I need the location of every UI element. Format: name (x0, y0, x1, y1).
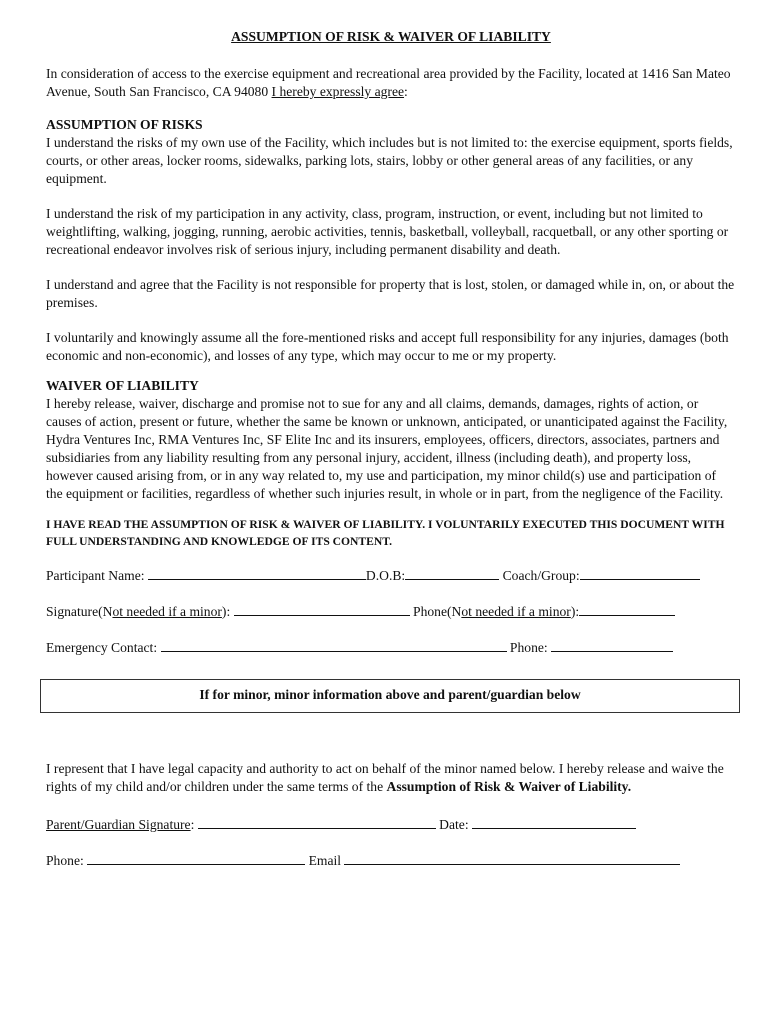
signature-label-suffix: ): (221, 604, 234, 619)
dob-field[interactable] (405, 566, 499, 580)
assumption-paragraph-3: I understand and agree that the Facility is not responsible for property that is lost, stolen, or damaged while in, on, or about the premises. (46, 277, 735, 310)
coach-group-label: Coach/Group: (499, 568, 580, 583)
signature-line (46, 602, 736, 621)
guardian-signature-line (46, 815, 736, 834)
intro-paragraph (46, 65, 736, 101)
representation-bold: Assumption of Risk & Waiver of Liability. (386, 779, 632, 794)
signature-label-note: ot needed if a minor (112, 604, 222, 619)
phone-label-prefix: Phone(N (409, 604, 462, 619)
participant-name-field[interactable] (148, 566, 366, 580)
phone-label-suffix: ): (570, 604, 580, 619)
representation-text: I represent that I have legal capacity and authority to act on behalf of the minor named below. I hereby release and waive the rights of my child and/or children under the same terms of the (46, 761, 724, 794)
guardian-email-label: Email (305, 853, 345, 868)
minor-info-box: If for minor, minor information above and parent/guardian below (40, 679, 740, 713)
guardian-email-field[interactable] (344, 851, 680, 865)
intro-agree: I hereby expressly agree (271, 84, 405, 99)
signature-label-prefix: Signature(N (46, 604, 113, 619)
waiver-heading: WAIVER OF LIABILITY (46, 378, 199, 393)
assumption-heading: ASSUMPTION OF RISKS (46, 117, 203, 132)
phone-field[interactable] (579, 602, 675, 616)
coach-group-field[interactable] (580, 566, 700, 580)
guardian-signature-field[interactable] (198, 815, 436, 829)
phone-label-note: ot needed if a minor (461, 604, 571, 619)
assumption-paragraph-1: I understand the risks of my own use of the Facility, which includes but is not limited to: the exercise equipment, sports fields, courts, or other areas, locker rooms, sidewalks, parking lots, stairs, lobby or other general areas of any facilities, or any equipment. (46, 135, 733, 186)
guardian-date-label: Date: (435, 817, 473, 832)
assumption-paragraph-4: I voluntarily and knowingly assume all the fore-mentioned risks and accept full responsibility for any injuries, damages (both economic and non-economic), and losses of any type, which may occur to me or my property. (46, 330, 729, 363)
guardian-signature-colon: : (190, 817, 198, 832)
emergency-phone-label: Phone: (506, 640, 552, 655)
intro-colon: : (404, 84, 408, 99)
participant-name-label: Participant Name: (46, 568, 148, 583)
emergency-contact-label: Emergency Contact: (46, 640, 161, 655)
dob-label: D.O.B: (365, 568, 406, 583)
guardian-signature-label: Parent/Guardian Signature (46, 817, 191, 832)
waiver-document (46, 28, 736, 887)
intro-text: In consideration of access to the exercise equipment and recreational area provided by the Facility, located at 1416 San Mateo Avenue, South San Francisco, CA 94080 (46, 66, 731, 99)
emergency-contact-field[interactable] (161, 638, 507, 652)
participant-line (46, 566, 736, 585)
guardian-date-field[interactable] (472, 815, 636, 829)
guardian-phone-label: Phone: (46, 853, 88, 868)
guardian-phone-field[interactable] (87, 851, 305, 865)
emergency-phone-field[interactable] (551, 638, 673, 652)
guardian-contact-line (46, 851, 736, 870)
assumption-paragraph-2: I understand the risk of my participation in any activity, class, program, instruction, or event, including but not limited to weightlifting, walking, jogging, running, aerobic activities, tennis, basketball, volleyball, racquetball, or any other sporting or recreational endeavor involves risk of serious injury, including permanent disability and death. (46, 206, 729, 257)
representation-paragraph (46, 760, 736, 796)
acknowledgement-statement: I HAVE READ THE ASSUMPTION OF RISK & WAIVER OF LIABILITY. I VOLUNTARILY EXECUTED THIS DOCUMENT WITH FULL UNDERSTANDING AND KNOWLEDGE OF ITS CONTENT. (46, 518, 725, 548)
signature-field[interactable] (234, 602, 410, 616)
document-title: ASSUMPTION OF RISK & WAIVER OF LIABILITY (231, 29, 551, 44)
waiver-paragraph: I hereby release, waiver, discharge and promise not to sue for any and all claims, demands, damages, rights of action, or causes of action, present or future, whether the same be known or unknown, anticipated, or unanticipated against the Facility, Hydra Ventures Inc, RMA Ventures Inc, SF Elite Inc and its insurers, employees, officers, directors, associates, partners and subsidiaries from any liability resulting from any personal injury, accident, illness (including death), and property loss, however caused arising from, or in any way related to, my use and participation, my minor child(s) use and participation of the equipment or facilities, regardless of whether such injuries result, in whole or in part, from the negligence of the Facility. (46, 396, 728, 501)
emergency-line (46, 638, 736, 657)
